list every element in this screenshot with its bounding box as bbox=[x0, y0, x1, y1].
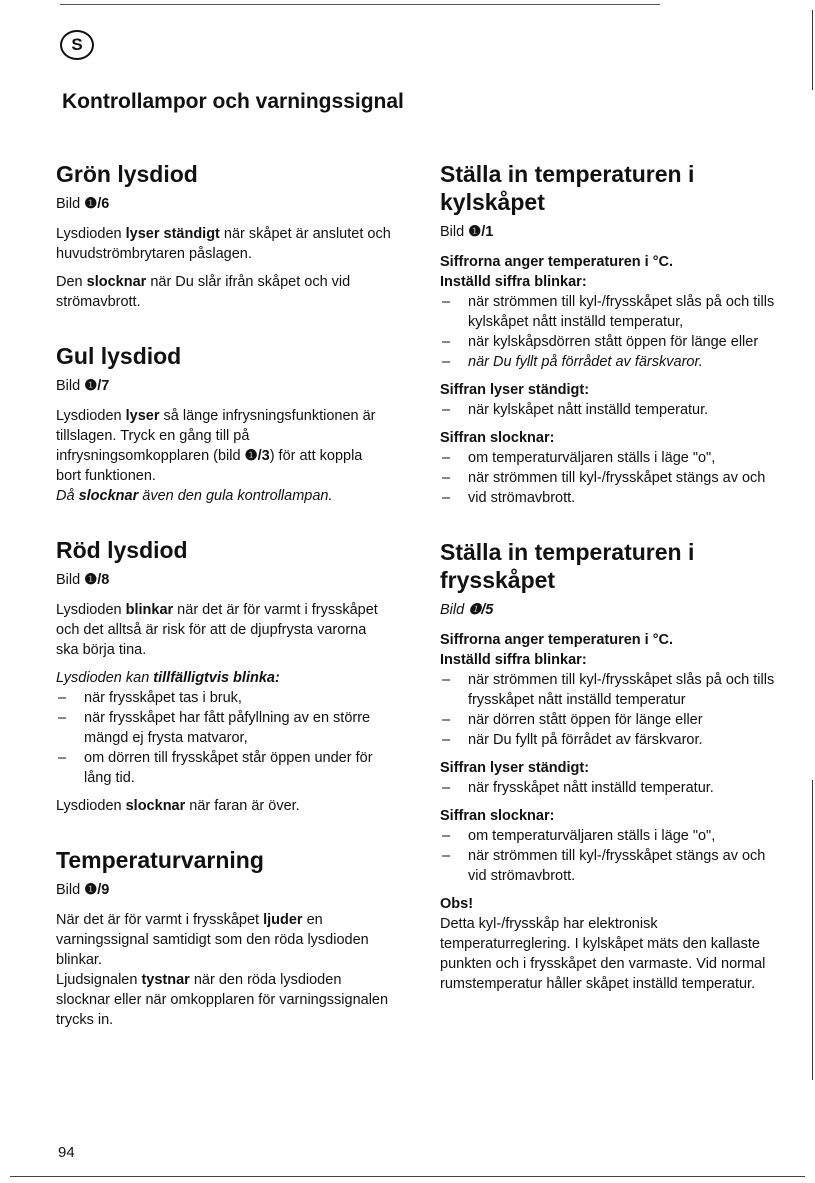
margin-bar bbox=[812, 10, 813, 90]
paragraph: Lysdioden blinkar när det är för varmt i frysskåpet och det alltså är risk för att de djupfrysta varorna ska börja tina. bbox=[56, 602, 378, 658]
list-item: – när kylskåpet nått inställd temperatur. bbox=[440, 400, 780, 420]
paragraph: När det är för varmt i frysskåpet ljuder en varningssignal samtidigt som den röda lysdioden blinkar. bbox=[56, 912, 369, 968]
paragraph: Lysdioden lyser så länge infrysningsfunktionen är tillslagen. Tryck en gång till på infrysningsomkopplaren (bild ❶/3) för att koppla bort funktionen. bbox=[56, 408, 376, 484]
bullet-list bbox=[440, 826, 780, 886]
subheading: Inställd siffra blinkar: bbox=[440, 274, 587, 290]
list-item: – när frysskåpet tas i bruk, bbox=[56, 688, 391, 708]
list-item: – om dörren till frysskåpet står öppen under för lång tid. bbox=[56, 748, 391, 788]
figure-ref: Bild ❶/6 bbox=[56, 196, 110, 212]
paragraph: Då slocknar även den gula kontrollampan. bbox=[56, 488, 333, 504]
section-heading: Grön lysdiod bbox=[56, 161, 198, 187]
paragraph: Den slocknar när Du slår ifrån skåpet och vid strömavbrott. bbox=[56, 274, 351, 310]
bullet-list bbox=[440, 400, 780, 420]
list-item: – när strömmen till kyl-/frysskåpet stängs av och vid strömavbrott. bbox=[440, 846, 780, 886]
list-item: – när strömmen till kyl-/frysskåpet slås på och tills kylskåpet nått inställd temperatur, bbox=[440, 292, 780, 332]
list-item: – när frysskåpet nått inställd temperatur. bbox=[440, 778, 780, 798]
list-item: – när Du fyllt på förrådet av färskvaror. bbox=[440, 352, 780, 372]
list-item: – när strömmen till kyl-/frysskåpet stängs av och bbox=[440, 468, 780, 488]
section-heading: Ställa in temperaturen i kylskåpet bbox=[440, 161, 695, 215]
bullet-list bbox=[440, 292, 780, 372]
left-column bbox=[56, 160, 391, 1038]
figure-ref: Bild ❶/7 bbox=[56, 378, 110, 394]
figure-ref: Bild ❶/5 bbox=[440, 602, 494, 618]
subheading: Siffrorna anger temperaturen i °C. bbox=[440, 632, 674, 648]
section-gul-lysdiod bbox=[56, 342, 391, 506]
figure-ref: Bild ❶/8 bbox=[56, 572, 110, 588]
list-item: – när frysskåpet har fått påfyllning av en större mängd ej frysta matvaror, bbox=[56, 708, 391, 748]
section-temperaturvarning bbox=[56, 846, 391, 1030]
section-frysskapet bbox=[440, 538, 780, 994]
figure-ref: Bild ❶/9 bbox=[56, 882, 110, 898]
top-rule bbox=[60, 4, 660, 5]
bullet-list bbox=[440, 448, 780, 508]
list-item: – om temperaturväljaren ställs i läge "o", bbox=[440, 448, 780, 468]
right-column bbox=[440, 160, 780, 1002]
section-heading: Ställa in temperaturen i frysskåpet bbox=[440, 539, 695, 593]
subheading: Siffran lyser ständigt: bbox=[440, 760, 590, 776]
subheading: Siffran lyser ständigt: bbox=[440, 382, 590, 398]
page-title: Kontrollampor och varningssignal bbox=[62, 90, 404, 113]
page-number: 94 bbox=[58, 1144, 75, 1161]
note-label: Obs! bbox=[440, 896, 474, 912]
language-mark: S bbox=[60, 30, 94, 60]
bottom-rule bbox=[10, 1176, 805, 1177]
subheading: Siffran slocknar: bbox=[440, 430, 555, 446]
list-item: – när kylskåpsdörren stått öppen för länge eller bbox=[440, 332, 780, 352]
section-heading: Temperaturvarning bbox=[56, 847, 264, 873]
section-gron-lysdiod bbox=[56, 160, 391, 312]
section-heading: Röd lysdiod bbox=[56, 537, 188, 563]
subheading: Siffran slocknar: bbox=[440, 808, 555, 824]
paragraph: Lysdioden lyser ständigt när skåpet är anslutet och huvudströmbrytaren påslagen. bbox=[56, 226, 391, 262]
section-kylskapet bbox=[440, 160, 780, 508]
bullet-list bbox=[440, 670, 780, 750]
list-item: – när dörren stått öppen för länge eller bbox=[440, 710, 780, 730]
subheading: Inställd siffra blinkar: bbox=[440, 652, 587, 668]
note-text: Detta kyl-/frysskåp har elektronisk temperaturreglering. I kylskåpet mäts den kallaste punkten och i frysskåpet den varmaste. Vid normal rumstemperatur håller skåpet inställd temperatur. bbox=[440, 916, 766, 992]
subheading: Siffrorna anger temperaturen i °C. bbox=[440, 254, 674, 270]
list-item: – när strömmen till kyl-/frysskåpet slås på och tills frysskåpet nått inställd temperatur bbox=[440, 670, 780, 710]
bullet-list bbox=[440, 778, 780, 798]
list-item: – när Du fyllt på förrådet av färskvaror. bbox=[440, 730, 780, 750]
list-item: – vid strömavbrott. bbox=[440, 488, 780, 508]
bullet-list bbox=[56, 688, 391, 788]
margin-bar bbox=[812, 780, 813, 1080]
paragraph: Lysdioden slocknar när faran är över. bbox=[56, 798, 300, 814]
paragraph: Ljudsignalen tystnar när den röda lysdioden slocknar eller när omkopplaren för varningssignalen trycks in. bbox=[56, 972, 389, 1028]
list-item: – om temperaturväljaren ställs i läge "o", bbox=[440, 826, 780, 846]
section-rod-lysdiod bbox=[56, 536, 391, 816]
figure-ref: Bild ❶/1 bbox=[440, 224, 494, 240]
paragraph: Lysdioden kan tillfälligtvis blinka: bbox=[56, 670, 280, 686]
section-heading: Gul lysdiod bbox=[56, 343, 182, 369]
